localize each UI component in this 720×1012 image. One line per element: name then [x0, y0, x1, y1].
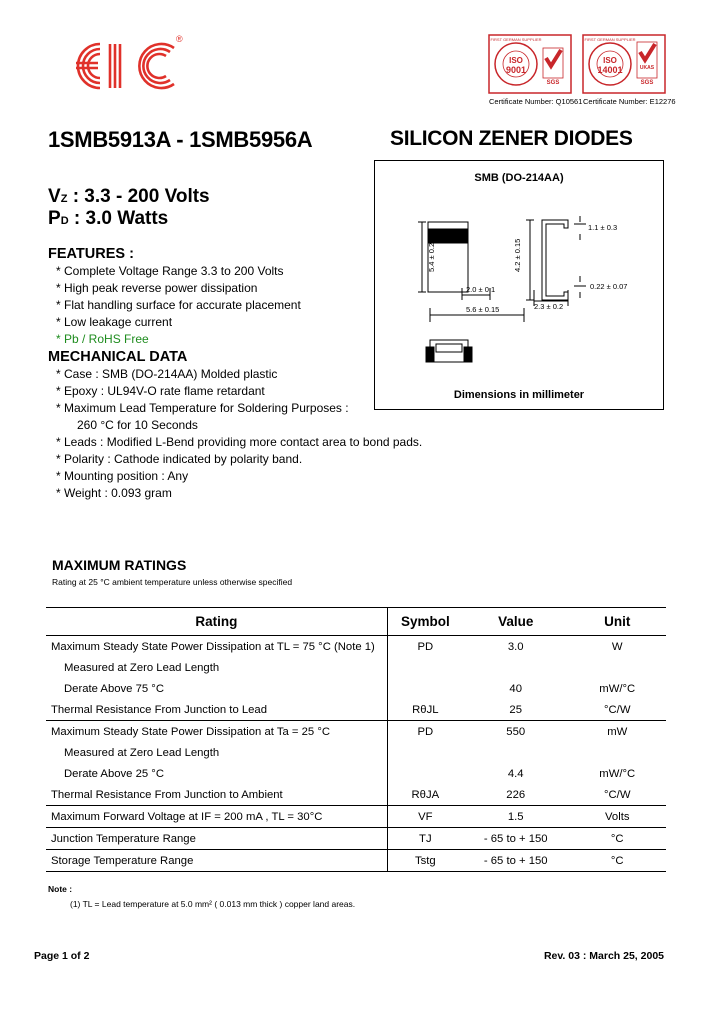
- cell-symbol: RθJL: [387, 699, 463, 721]
- list-item: * Polarity : Cathode indicated by polarity band.: [56, 452, 303, 466]
- part-number-range: 1SMB5913A - 1SMB5956A: [48, 127, 313, 152]
- dim-height: 5.4 ± 0.2: [427, 242, 436, 272]
- list-item: * Epoxy : UL94V-O rate flame retardant: [56, 384, 265, 398]
- cell-rating: Maximum Steady State Power Dissipation at TL = 75 °C (Note 1): [51, 640, 375, 653]
- iso14001-certificate-badge: [582, 34, 666, 94]
- cell-value: - 65 to + 150: [463, 850, 569, 872]
- header-unit: Unit: [569, 608, 667, 636]
- header-symbol: Symbol: [387, 608, 463, 636]
- cell-symbol: Tstg: [387, 850, 463, 872]
- cell-value: - 65 to + 150: [463, 828, 569, 850]
- cell-value: 226: [506, 788, 526, 801]
- cell-value: 40: [509, 682, 522, 695]
- table-row: [46, 657, 666, 678]
- header-rating: Rating: [46, 608, 387, 636]
- cell-symbol: [387, 742, 463, 763]
- table-row: [46, 636, 666, 658]
- cell-symbol: PD: [387, 636, 463, 658]
- table-row: [46, 806, 666, 828]
- table-row: [46, 850, 666, 872]
- dim-lead-top: 1.1 ± 0.3: [588, 223, 618, 232]
- cell-rating: Derate Above 25 °C: [64, 767, 164, 780]
- cert2-standard: 14001: [597, 65, 623, 75]
- pd-subscript: D: [60, 215, 69, 227]
- vz-subscript: Z: [60, 193, 68, 205]
- note-text: (1) TL = Lead temperature at 5.0 mm² ( 0.013 mm thick ) copper land areas.: [70, 899, 356, 909]
- mechanical-data-heading: MECHANICAL DATA: [48, 349, 188, 365]
- dim-body-height: 4.2 ± 0.15: [513, 238, 522, 272]
- list-item: * Complete Voltage Range 3.3 to 200 Volts: [56, 264, 284, 278]
- cell-rating: Measured at Zero Lead Length: [64, 661, 220, 674]
- page-number: Page 1 of 2: [34, 950, 90, 962]
- table-row: [46, 721, 666, 743]
- maximum-ratings-table: [46, 607, 666, 872]
- cell-unit: Volts: [569, 806, 667, 828]
- table-row: [46, 699, 666, 721]
- features-list: [56, 263, 301, 348]
- package-outline-drawing: [374, 160, 664, 410]
- dim-thickness: 0.22 ± 0.07: [590, 282, 628, 291]
- pd-value: : 3.0 Watts: [73, 208, 169, 229]
- table-row: [46, 828, 666, 850]
- cell-unit: °C/W: [604, 788, 631, 801]
- list-item: * Leads : Modified L-Bend providing more contact area to bond pads.: [56, 435, 423, 449]
- list-item: * Low leakage current: [56, 315, 173, 329]
- cell-unit: [569, 742, 667, 763]
- cell-rating: Storage Temperature Range: [46, 850, 387, 872]
- table-row: [46, 742, 666, 763]
- cert1-iso-label: ISO: [509, 56, 523, 65]
- cert2-iso-label: ISO: [603, 56, 617, 65]
- cert1-standard: 9001: [505, 65, 527, 75]
- cell-unit: W: [611, 640, 623, 653]
- cell-value: 25: [509, 703, 522, 716]
- cert1-body: SGS: [546, 80, 560, 86]
- cell-unit: mW: [569, 721, 667, 743]
- dim-overall-width: 5.6 ± 0.15: [466, 305, 500, 314]
- table-header-row: [46, 608, 666, 636]
- table-row: [46, 784, 666, 806]
- cell-symbol: [387, 678, 463, 699]
- cell-symbol: TJ: [387, 828, 463, 850]
- list-item: 260 °C for 10 Seconds: [77, 418, 198, 432]
- cert2-badge: UKAS: [639, 65, 655, 71]
- cert1-top-text: FIRST GERMAN SUPPLIER: [490, 37, 542, 42]
- list-item: * Case : SMB (DO-214AA) Molded plastic: [56, 367, 278, 381]
- table-row: [46, 763, 666, 784]
- cell-unit: °C/W: [604, 703, 631, 716]
- cert2-caption: Certificate Number: E12276: [583, 97, 676, 106]
- cell-symbol: VF: [387, 806, 463, 828]
- cert2-body: SGS: [640, 80, 654, 86]
- cell-unit: °C: [569, 828, 667, 850]
- vz-symbol: V: [48, 186, 61, 207]
- list-item: * Weight : 0.093 gram: [56, 486, 172, 500]
- header-value: Value: [463, 608, 569, 636]
- registered-mark: ®: [176, 34, 183, 44]
- cell-value: 3.0: [507, 640, 524, 653]
- power-dissipation-spec: [48, 208, 168, 230]
- device-type-title: SILICON ZENER DIODES: [390, 127, 633, 150]
- cell-rating: Thermal Resistance From Junction to Ambient: [51, 788, 283, 801]
- cell-symbol: [387, 763, 463, 784]
- list-item: * Maximum Lead Temperature for Soldering Purposes :: [56, 401, 349, 415]
- cell-rating: Derate Above 75 °C: [64, 682, 164, 695]
- cell-value: 550: [463, 721, 569, 743]
- rohs-item: * Pb / RoHS Free: [56, 332, 149, 346]
- cell-rating: Junction Temperature Range: [46, 828, 387, 850]
- list-item: * Flat handling surface for accurate placement: [56, 298, 301, 312]
- package-title: SMB (DO-214AA): [474, 172, 564, 184]
- cell-unit: mW/°C: [599, 767, 636, 780]
- dim-side-width: 2.3 ± 0.2: [534, 302, 564, 311]
- cell-rating: Thermal Resistance From Junction to Lead: [51, 703, 267, 716]
- cert2-top-text: FIRST GERMAN SUPPLIER: [584, 37, 636, 42]
- cell-unit: [569, 657, 667, 678]
- cell-symbol: RθJA: [387, 784, 463, 806]
- table-row: [46, 678, 666, 699]
- cell-rating: Measured at Zero Lead Length: [64, 746, 220, 759]
- cell-value: [463, 742, 569, 763]
- eic-logo: [66, 36, 186, 101]
- ratings-condition: Rating at 25 °C ambient temperature unless otherwise specified: [52, 577, 293, 587]
- mechanical-data-list: [56, 366, 422, 502]
- list-item: * Mounting position : Any: [56, 469, 189, 483]
- dim-lead-width: 2.0 ± 0.1: [466, 285, 496, 294]
- cell-symbol: [387, 657, 463, 678]
- cert1-caption: Certificate Number: Q10561: [489, 97, 583, 106]
- vz-value: : 3.3 - 200 Volts: [72, 186, 210, 207]
- cell-symbol: PD: [387, 721, 463, 743]
- features-heading: FEATURES :: [48, 246, 134, 262]
- cell-value: 4.4: [507, 767, 524, 780]
- list-item: * High peak reverse power dissipation: [56, 281, 258, 295]
- iso9001-certificate-badge: [488, 34, 572, 94]
- cell-unit: mW/°C: [599, 682, 636, 695]
- cell-value: [463, 657, 569, 678]
- cell-unit: °C: [569, 850, 667, 872]
- pd-symbol: P: [48, 208, 61, 229]
- package-dimensions-caption: Dimensions in millimeter: [453, 389, 585, 401]
- maximum-ratings-heading: MAXIMUM RATINGS: [52, 557, 187, 573]
- zener-voltage-spec: [48, 186, 210, 208]
- note-heading: Note :: [48, 884, 73, 894]
- cell-rating: Maximum Forward Voltage at IF = 200 mA , TL = 30°C: [46, 806, 387, 828]
- cell-value: 1.5: [463, 806, 569, 828]
- cell-rating: Maximum Steady State Power Dissipation at Ta = 25 °C: [46, 721, 387, 743]
- revision-date: Rev. 03 : March 25, 2005: [543, 950, 664, 962]
